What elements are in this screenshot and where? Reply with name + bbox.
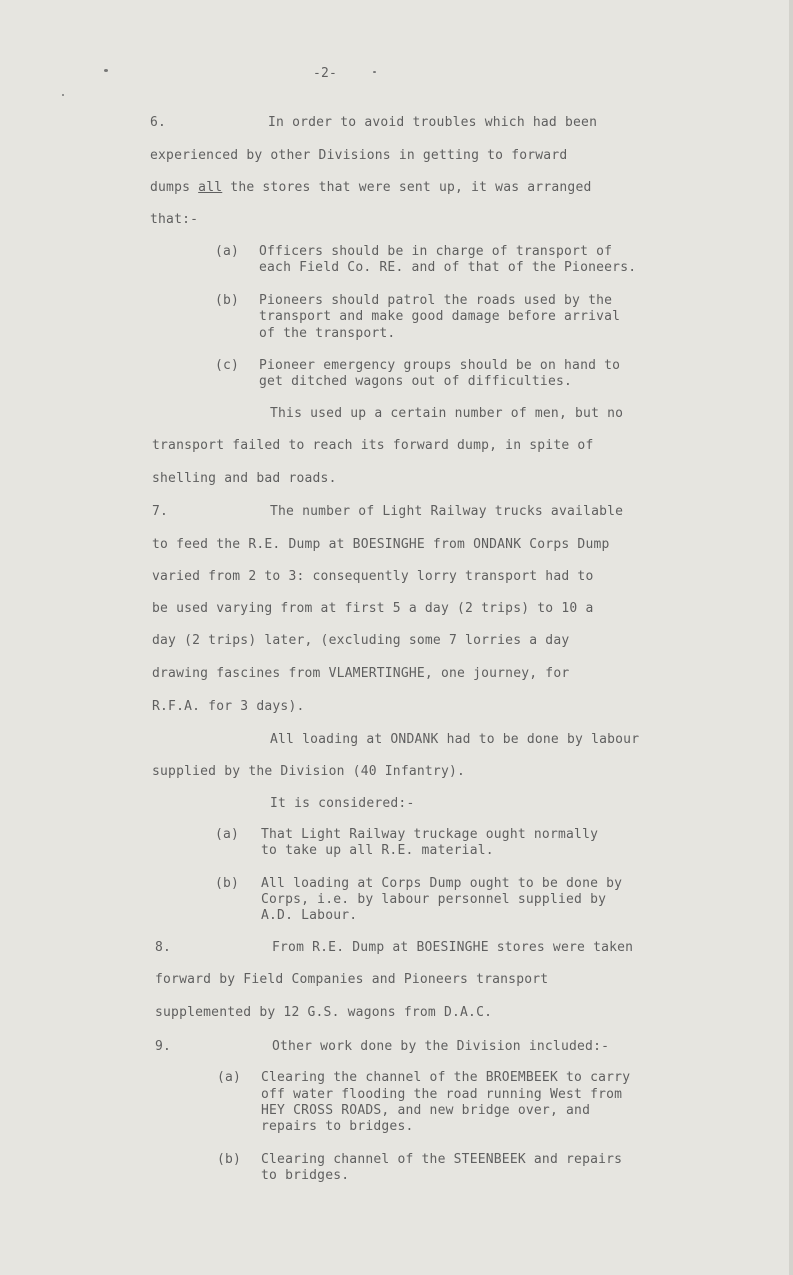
- item-line: transport and make good damage before arrival: [259, 309, 621, 324]
- para9-number: 9.: [155, 1039, 172, 1054]
- item-line: Officers should be in charge of transport of: [259, 244, 613, 259]
- item-label: (a): [215, 244, 240, 259]
- para7-line: The number of Light Railway trucks available: [270, 504, 624, 519]
- item-line: repairs to bridges.: [261, 1119, 414, 1134]
- item-line: Clearing channel of the STEENBEEK and repairs: [261, 1152, 623, 1167]
- para6-line: This used up a certain number of men, but no: [270, 406, 624, 421]
- item-line: Pioneers should patrol the roads used by the: [259, 293, 613, 308]
- para7-line: drawing fascines from VLAMERTINGHE, one journey, for: [152, 666, 570, 681]
- item-label: (c): [215, 358, 240, 373]
- item-line: Clearing the channel of the BROEMBEEK to carry: [261, 1070, 631, 1085]
- para7-line: be used varying from at first 5 a day (2 trips) to 10 a: [152, 601, 594, 616]
- para7-line: supplied by the Division (40 Infantry).: [152, 764, 466, 779]
- para8-number: 8.: [155, 940, 172, 955]
- item-label: (b): [215, 876, 240, 891]
- item-line: Pioneer emergency groups should be on hand to: [259, 358, 621, 373]
- para7-line: varied from 2 to 3: consequently lorry transport had to: [152, 569, 594, 584]
- para6-line: transport failed to reach its forward dump, in spite of: [152, 438, 594, 453]
- para6-line: shelling and bad roads.: [152, 471, 337, 486]
- para8-line: forward by Field Companies and Pioneers transport: [155, 972, 549, 987]
- item-line: get ditched wagons out of difficulties.: [259, 374, 573, 389]
- item-line: Corps, i.e. by labour personnel supplied by: [261, 892, 607, 907]
- page-number: -2-: [313, 66, 338, 81]
- item-label: (a): [217, 1070, 242, 1085]
- item-line: That Light Railway truckage ought normally: [261, 827, 599, 842]
- para6-line: experienced by other Divisions in getting to forward: [150, 148, 568, 163]
- item-line: off water flooding the road running West from: [261, 1087, 623, 1102]
- para7-number: 7.: [152, 504, 169, 519]
- para7-line: to feed the R.E. Dump at BOESINGHE from ONDANK Corps Dump: [152, 537, 610, 552]
- item-line: of the transport.: [259, 326, 396, 341]
- text-run: dumps: [150, 180, 199, 195]
- para7-line: It is considered:-: [270, 796, 415, 811]
- para9-line: Other work done by the Division included:-: [272, 1039, 610, 1054]
- item-label: (b): [217, 1152, 242, 1167]
- page-edge: [789, 0, 793, 1275]
- item-line: each Field Co. RE. and of that of the Pioneers.: [259, 260, 637, 275]
- underlined-word: all: [198, 180, 223, 195]
- item-line: A.D. Labour.: [261, 908, 358, 923]
- para8-line: From R.E. Dump at BOESINGHE stores were taken: [272, 940, 634, 955]
- item-line: All loading at Corps Dump ought to be done by: [261, 876, 623, 891]
- para6-line: In order to avoid troubles which had been: [268, 115, 598, 130]
- item-line: HEY CROSS ROADS, and new bridge over, and: [261, 1103, 591, 1118]
- para7-line: day (2 trips) later, (excluding some 7 lorries a day: [152, 633, 570, 648]
- para6-line: [150, 180, 592, 195]
- item-label: (a): [215, 827, 240, 842]
- item-line: to bridges.: [261, 1168, 350, 1183]
- para6-number: 6.: [150, 115, 167, 130]
- para6-line: that:-: [150, 212, 199, 227]
- para7-line: R.F.A. for 3 days).: [152, 699, 305, 714]
- item-label: (b): [215, 293, 240, 308]
- text-run: the stores that were sent up, it was arranged: [222, 180, 592, 195]
- para8-line: supplemented by 12 G.S. wagons from D.A.C.: [155, 1005, 493, 1020]
- item-line: to take up all R.E. material.: [261, 843, 494, 858]
- ink-speck: [373, 71, 376, 73]
- ink-speck: [62, 94, 64, 96]
- ink-speck: [104, 69, 108, 72]
- para7-line: All loading at ONDANK had to be done by labour: [270, 732, 640, 747]
